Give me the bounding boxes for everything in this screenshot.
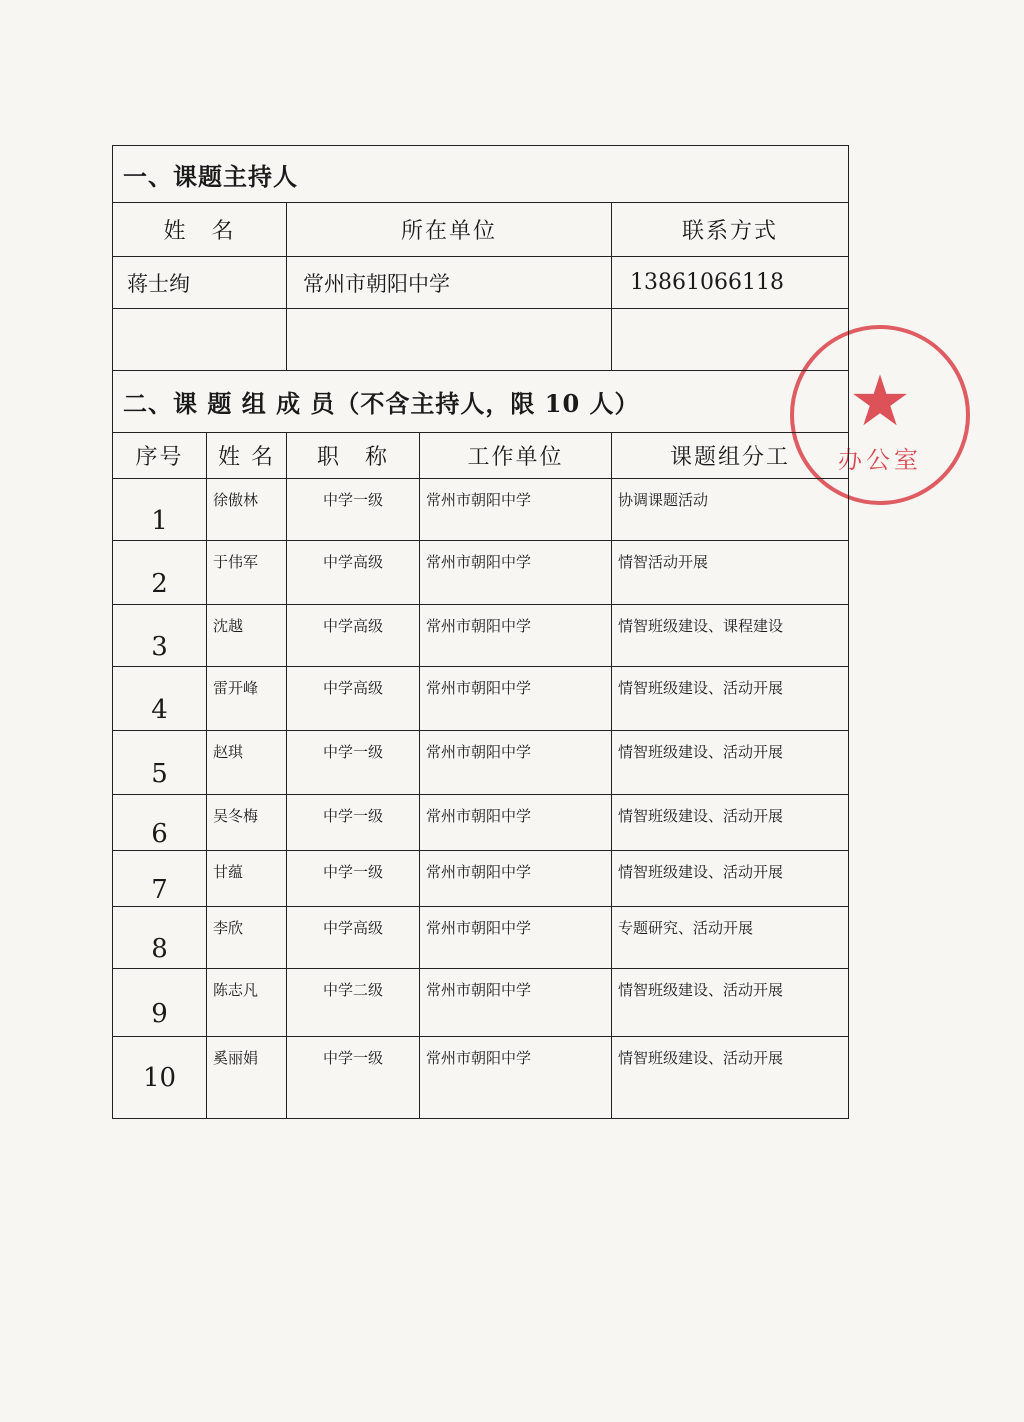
host-empty-row [113,309,849,371]
title-header: 职 称 [287,433,420,479]
member-unit: 常州市朝阳中学 [420,667,612,731]
member-row [113,1037,849,1119]
host-unit-header: 所在单位 [287,203,612,257]
member-row [113,541,849,605]
host-header-row [113,203,849,257]
member-title: 中学二级 [287,969,420,1037]
member-title: 中学一级 [287,851,420,907]
member-name: 甘蕴 [207,851,287,907]
member-role: 情智班级建设、活动开展 [612,969,849,1037]
member-seq: 8 [113,907,207,969]
star-icon: ★ [848,360,912,443]
host-row [113,257,849,309]
empty-cell [113,309,287,371]
member-name: 奚丽娟 [207,1037,287,1119]
member-unit: 常州市朝阳中学 [420,605,612,667]
section2-title-row [113,371,849,433]
member-role: 情智班级建设、活动开展 [612,851,849,907]
member-seq: 2 [113,541,207,605]
member-unit: 常州市朝阳中学 [420,969,612,1037]
member-name: 赵琪 [207,731,287,795]
host-unit: 常州市朝阳中学 [287,257,612,309]
member-name: 吴冬梅 [207,795,287,851]
member-title: 中学一级 [287,479,420,541]
member-row [113,851,849,907]
member-role: 协调课题活动 [612,479,849,541]
member-unit: 常州市朝阳中学 [420,731,612,795]
member-seq: 7 [113,851,207,907]
host-name-header: 姓 名 [113,203,287,257]
member-name: 于伟军 [207,541,287,605]
member-seq: 9 [113,969,207,1037]
name-header: 姓 名 [207,433,287,479]
member-title: 中学高级 [287,605,420,667]
member-title: 中学高级 [287,667,420,731]
member-title: 中学一级 [287,795,420,851]
member-seq: 10 [113,1037,207,1119]
member-unit: 常州市朝阳中学 [420,541,612,605]
member-row [113,479,849,541]
member-title: 中学一级 [287,731,420,795]
section2-title: 二、课 题 组 成 员（不含主持人，限 10 人） [113,371,849,433]
member-seq: 3 [113,605,207,667]
empty-cell [287,309,612,371]
member-unit: 常州市朝阳中学 [420,479,612,541]
member-role: 情智班级建设、活动开展 [612,731,849,795]
member-row [113,605,849,667]
member-unit: 常州市朝阳中学 [420,795,612,851]
host-name: 蒋士绚 [113,257,287,309]
section1-title: 一、课题主持人 [113,146,849,203]
member-name: 雷开峰 [207,667,287,731]
member-row [113,907,849,969]
member-title: 中学一级 [287,1037,420,1119]
member-row [113,969,849,1037]
member-unit: 常州市朝阳中学 [420,1037,612,1119]
member-name: 沈越 [207,605,287,667]
member-seq: 6 [113,795,207,851]
empty-cell [612,309,849,371]
member-unit: 常州市朝阳中学 [420,851,612,907]
role-header: 课题组分工 [612,433,849,479]
member-role: 专题研究、活动开展 [612,907,849,969]
member-title: 中学高级 [287,907,420,969]
member-name: 陈志凡 [207,969,287,1037]
member-role: 情智班级建设、课程建设 [612,605,849,667]
member-role: 情智班级建设、活动开展 [612,795,849,851]
member-seq: 1 [113,479,207,541]
member-seq: 5 [113,731,207,795]
member-name: 徐傲林 [207,479,287,541]
host-contact-header: 联系方式 [612,203,849,257]
member-unit: 常州市朝阳中学 [420,907,612,969]
member-seq: 4 [113,667,207,731]
members-header-row [113,433,849,479]
member-role: 情智班级建设、活动开展 [612,667,849,731]
member-row [113,795,849,851]
project-form-table [112,145,849,1119]
member-row [113,667,849,731]
seq-header: 序号 [113,433,207,479]
seal-text: 办公室 [838,446,922,474]
member-row [113,731,849,795]
host-contact: 13861066118 [612,257,849,309]
member-title: 中学高级 [287,541,420,605]
section1-title-row [113,146,849,203]
member-name: 李欣 [207,907,287,969]
unit-header: 工作单位 [420,433,612,479]
member-role: 情智班级建设、活动开展 [612,1037,849,1119]
member-role: 情智活动开展 [612,541,849,605]
